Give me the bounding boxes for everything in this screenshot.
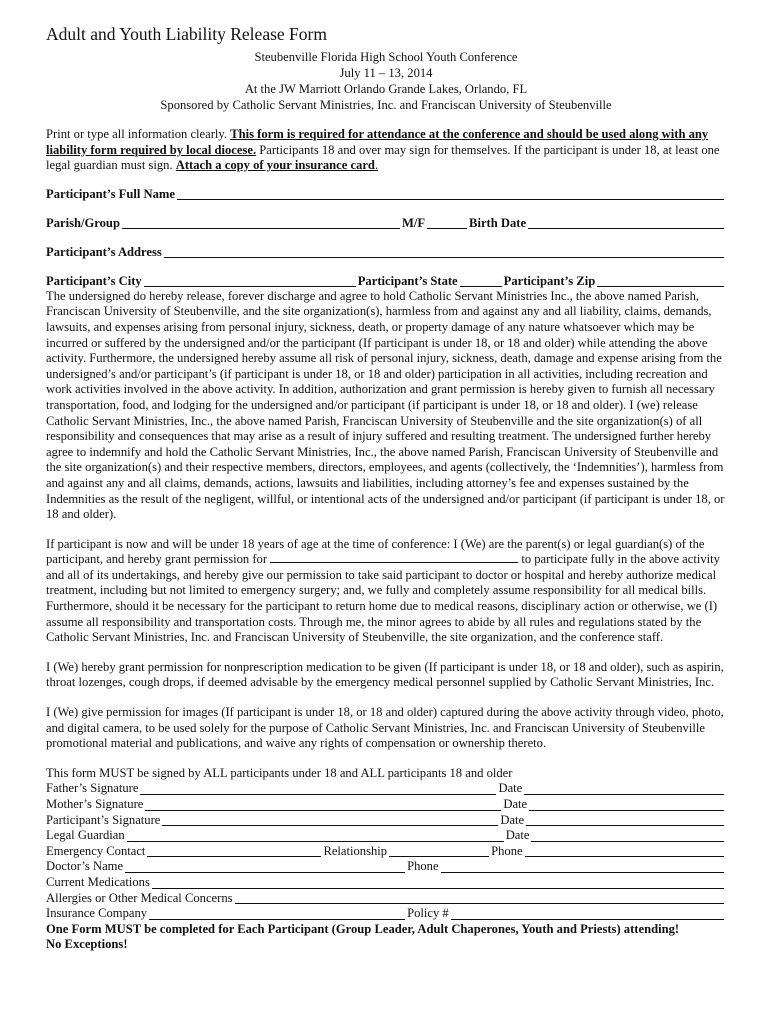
insurance-company-field[interactable] (149, 908, 405, 920)
participant-signature-label: Participant’s Signature (46, 812, 161, 827)
guardian-label: Legal Guardian (46, 828, 125, 843)
participant-date-field[interactable] (526, 814, 724, 826)
doctor-name-field[interactable] (125, 861, 405, 873)
release-paragraph: The undersigned do hereby release, forever discharge and agree to hold Catholic Servant Ministries Inc., the above named Parish, Franciscan University of Steubenville, and the site organization(s), harmless from and against any and all liability, claims, demands, lawsuits, and expenses arising from personal injury, sickness, death, or property damage of any nature whatsoever which may be incurred or suffered by the undersigned and/or the participant (If participant is under 18, or 18 and older) while attending the above activity. Furthermore, the undersigned hereby assume all risk of personal injury, sickness, death, damage and expense arising from the undersigned’s and/or participant’s (if participant is under 18, or 18 and older) participation in all activities, including recreation and work activities involved in the above activity. In addition, authorization and grant permission is hereby given to furnish all necessary transportation, food, and lodging for the undersigned and/or participant (if participant is under 18, or 18 and older). I (we) release Catholic Servant Ministries, Inc., the above named Parish, Franciscan University of Steubenville and the site organization(s) of all responsibility and consequences that may arise as a result of injury suffered and resulting treatment. The undersigned further hereby agree to indemnify and hold the Catholic Servant Ministries, Inc., the above named Parish, Franciscan University of Steubenville and the site organization(s) and their respective members, directors, employees, and agents (collectively, the ‘Indemnities’), harmless from and against any and all claims, demands, actions, lawsuits and liabilities, including attorney’s fee and expenses sustained by the Indemnities as the result of the negligent, willful, or intentional acts of the undersigned and/or participant (if participant is under 18, or 18 and older). (46, 288, 725, 522)
minor-permission-paragraph: If participant is now and will be under 18 years of age at the time of conference: I (We) are the parent(s) or legal guardian(s) of the participant, and hereby grant permission for to participate fully in the above activity and all of its undertakings, and hereby give our permission to take said participant to doctor or hospital and hereby authorize medical treatment, including but not limited to emergency surgery; and, we fully and completely assume responsibility for all medical bills. Furthermore, should it be necessary for the participant to return home due to medical reasons, disciplinary action or otherwise, we (I) assume all responsibility and transportation costs. Through me, the minor agrees to abide by all rules and regulations stated by the Catholic Servant Ministries, Inc. and Franciscan University of Steubenville, the site organization, and the conference staff. (46, 536, 720, 645)
footer-cutoff: No Exceptions! (46, 937, 128, 952)
intro-text: Print or type all information clearly. (46, 127, 231, 141)
guardian-signature-field[interactable] (127, 830, 504, 842)
doctor-name-label: Doctor’s Name (46, 859, 124, 874)
address-label: Participant’s Address (46, 244, 162, 259)
signature-section (46, 766, 726, 922)
relationship-field[interactable] (389, 845, 489, 857)
insurance-row (46, 906, 726, 922)
full-name-field[interactable] (177, 188, 724, 200)
mf-label: M/F (401, 215, 426, 230)
emergency-phone-label: Phone (491, 843, 523, 858)
mother-date-field[interactable] (529, 799, 724, 811)
mother-signature-row (46, 797, 726, 813)
father-signature-field[interactable] (140, 783, 496, 795)
guardian-date-label: Date (505, 828, 530, 843)
state-label: Participant’s State (357, 273, 458, 288)
city-row (46, 274, 726, 289)
emergency-contact-row (46, 844, 726, 860)
event-sponsor: Sponsored by Catholic Servant Ministries, Inc. and Franciscan University of Steubenville (160, 98, 612, 112)
doctor-phone-field[interactable] (441, 861, 724, 873)
participant-signature-field[interactable] (162, 814, 498, 826)
zip-field[interactable] (597, 275, 724, 287)
doctor-phone-label: Phone (407, 859, 439, 874)
relationship-label: Relationship (323, 843, 388, 858)
parish-label: Parish/Group (46, 215, 120, 230)
father-signature-row (46, 781, 726, 797)
guardian-signature-row (46, 828, 726, 844)
city-label: Participant’s City (46, 273, 142, 288)
event-name: Steubenville Florida High School Youth Conference (254, 50, 518, 64)
mother-date-label: Date (503, 797, 528, 811)
emergency-contact-label: Emergency Contact (46, 843, 146, 858)
event-dates: July 11 – 13, 2014 (339, 66, 433, 80)
release-form-page (46, 24, 726, 952)
participant-permission-field[interactable] (270, 553, 518, 563)
father-signature-label: Father’s Signature (46, 781, 139, 796)
allergies-label: Allergies or Other Medical Concerns (46, 890, 233, 905)
medication-paragraph: I (We) hereby grant permission for nonprescription medication to be given (If participant is under 18, or 18 and older), such as aspirin, throat lozenges, cough drops, if deemed advisable by the emergency medical personnel supplied by Catholic Servant Ministries, Inc. (46, 659, 724, 690)
intro-paragraph: Print or type all information clearly. This form is required for attendance at the conference and should be used along with any liability form required by local diocese. Participants 18 and over may sign for themselves. If the participant is under 18, at least one legal guardian must sign. Attach a copy of your insurance card. (46, 127, 720, 173)
doctor-row (46, 859, 726, 875)
mother-signature-field[interactable] (145, 799, 501, 811)
mf-field[interactable] (427, 217, 467, 229)
mother-signature-label: Mother’s Signature (46, 797, 144, 811)
father-date-label: Date (498, 781, 523, 796)
full-name-row (46, 187, 726, 202)
policy-number-label: Policy # (407, 906, 449, 921)
guardian-date-field[interactable] (531, 830, 724, 842)
medications-field[interactable] (152, 877, 724, 889)
form-title: Adult and Youth Liability Release Form (46, 24, 327, 44)
emergency-contact-field[interactable] (147, 845, 321, 857)
state-field[interactable] (460, 275, 502, 287)
birth-date-field[interactable] (528, 217, 724, 229)
policy-number-field[interactable] (451, 908, 724, 920)
signature-intro: This form MUST be signed by ALL participants under 18 and ALL participants 18 and older (46, 765, 513, 780)
allergies-row (46, 891, 726, 907)
intro-sign-note: Participants 18 and over may sign for themselves. If the participant is under 18, at least one legal guardian must sign. (46, 142, 720, 173)
address-row (46, 245, 726, 260)
medications-label: Current Medications (46, 874, 150, 889)
city-field[interactable] (144, 275, 356, 287)
parish-row (46, 216, 726, 231)
father-date-field[interactable] (524, 783, 724, 795)
medications-row (46, 875, 726, 891)
allergies-field[interactable] (235, 892, 724, 904)
zip-label: Participant’s Zip (503, 273, 596, 288)
insurance-company-label: Insurance Company (46, 906, 148, 921)
event-venue: At the JW Marriott Orlando Grande Lakes, Orlando, FL (244, 82, 528, 96)
participant-date-label: Date (500, 812, 525, 827)
insurance-card-note: Attach a copy of your insurance card (175, 158, 375, 173)
event-header (46, 49, 726, 113)
birth-date-label: Birth Date (469, 215, 527, 230)
full-name-label: Participant’s Full Name (46, 186, 175, 201)
footer-note: One Form MUST be completed for Each Participant (Group Leader, Adult Chaperones, Youth and Priests) attending! (46, 921, 680, 936)
participant-signature-row (46, 813, 726, 829)
parish-field[interactable] (122, 217, 400, 229)
address-field[interactable] (164, 246, 724, 258)
emergency-phone-field[interactable] (525, 845, 724, 857)
intro-required-note: This form is required for attendance at the conference and should be used along with any liability form required by local diocese. (46, 127, 709, 157)
images-paragraph: I (We) give permission for images (If participant is under 18, or 18 and older) captured during the above activity through video, photo, and digital camera, to be used solely for the purpose of Catholic Servant Ministries, Inc. and Franciscan University of Steubenville promotional material and publications, and waive any rights of compensation or ownership thereto. (46, 705, 724, 751)
